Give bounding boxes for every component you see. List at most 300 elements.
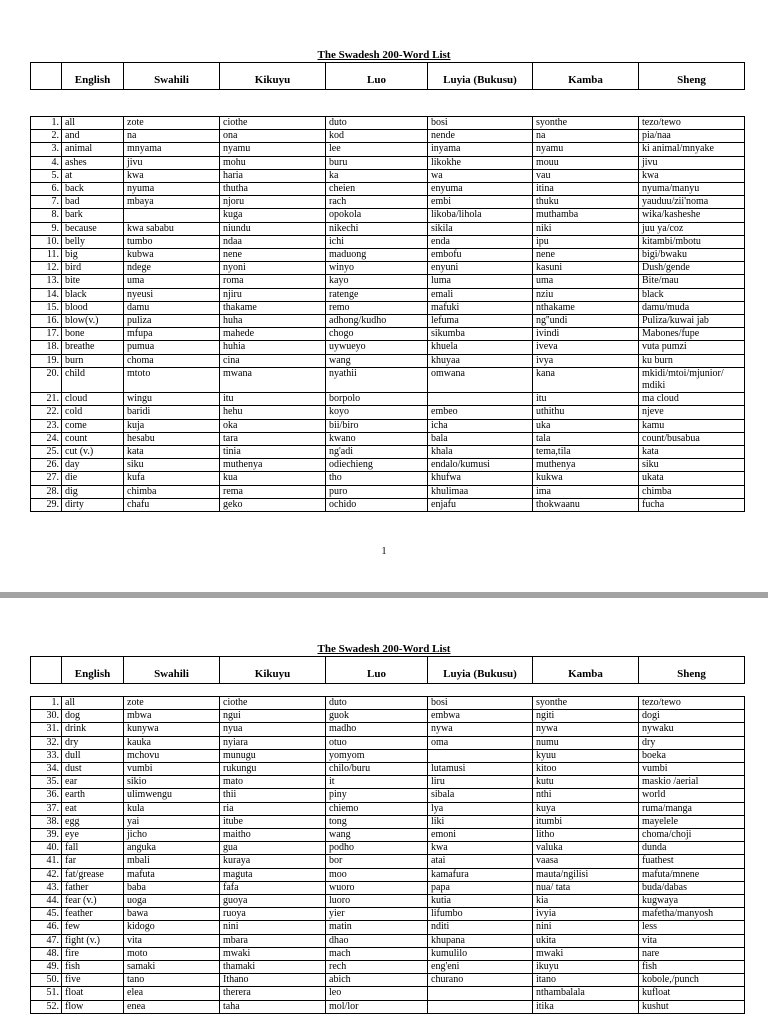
cell-kikuyu: fafa xyxy=(220,881,326,894)
cell-sheng: fuathest xyxy=(639,855,745,868)
cell-kamba: ngiti xyxy=(533,710,639,723)
table-row xyxy=(31,341,745,354)
cell-english: eye xyxy=(62,829,124,842)
cell-sheng: siku xyxy=(639,459,745,472)
cell-english: black xyxy=(62,288,124,301)
cell-swahili: kufa xyxy=(124,472,220,485)
table-row xyxy=(31,472,745,485)
cell-luo: buru xyxy=(326,156,428,169)
cell-luo: kwano xyxy=(326,432,428,445)
cell-luo: kod xyxy=(326,130,428,143)
cell-english: breathe xyxy=(62,341,124,354)
cell-sheng: ku burn xyxy=(639,354,745,367)
cell-luyia xyxy=(428,1000,533,1013)
cell-number: 39. xyxy=(31,829,62,842)
cell-luyia: churano xyxy=(428,974,533,987)
cell-luyia: eng'eni xyxy=(428,961,533,974)
cell-kamba: uka xyxy=(533,419,639,432)
table-row xyxy=(31,485,745,498)
cell-luo: duto xyxy=(326,117,428,130)
cell-kikuyu: nyamu xyxy=(220,143,326,156)
cell-kikuyu: munugu xyxy=(220,749,326,762)
cell-luo: remo xyxy=(326,301,428,314)
cell-kikuyu: mato xyxy=(220,776,326,789)
cell-english: few xyxy=(62,921,124,934)
cell-luo: adhong/kudho xyxy=(326,315,428,328)
cell-swahili: baba xyxy=(124,881,220,894)
table-row xyxy=(31,974,745,987)
cell-swahili: mbwa xyxy=(124,710,220,723)
cell-kamba: niki xyxy=(533,222,639,235)
cell-sheng: kobole,/punch xyxy=(639,974,745,987)
cell-sheng: jivu xyxy=(639,156,745,169)
cell-luo: piny xyxy=(326,789,428,802)
cell-english: all xyxy=(62,697,124,710)
cell-luo: lee xyxy=(326,143,428,156)
cell-english: eat xyxy=(62,802,124,815)
cell-luyia: omwana xyxy=(428,367,533,392)
cell-kamba: kitoo xyxy=(533,763,639,776)
cell-number: 18. xyxy=(31,341,62,354)
col-header-luyia: Luyia (Bukusu) xyxy=(428,657,533,684)
cell-english: dig xyxy=(62,485,124,498)
cell-sheng: Mabones/fupe xyxy=(639,328,745,341)
cell-kikuyu: rema xyxy=(220,485,326,498)
table-row xyxy=(31,393,745,406)
cell-kikuyu: thakame xyxy=(220,301,326,314)
cell-english: bird xyxy=(62,262,124,275)
cell-swahili xyxy=(124,209,220,222)
cell-luo: chogo xyxy=(326,328,428,341)
cell-english: bite xyxy=(62,275,124,288)
cell-number: 7. xyxy=(31,196,62,209)
table-row xyxy=(31,789,745,802)
cell-luo: ochido xyxy=(326,498,428,511)
table-row xyxy=(31,262,745,275)
cell-english: come xyxy=(62,419,124,432)
cell-sheng: Bite/mau xyxy=(639,275,745,288)
cell-number: 14. xyxy=(31,288,62,301)
cell-number: 34. xyxy=(31,763,62,776)
cell-english: fat/grease xyxy=(62,868,124,881)
cell-english: back xyxy=(62,183,124,196)
header-row xyxy=(31,657,745,684)
cell-number: 13. xyxy=(31,275,62,288)
cell-number: 31. xyxy=(31,723,62,736)
cell-swahili: kauka xyxy=(124,736,220,749)
cell-luo: chilo/buru xyxy=(326,763,428,776)
cell-kamba: valuka xyxy=(533,842,639,855)
cell-kamba: muthamba xyxy=(533,209,639,222)
cell-swahili: hesabu xyxy=(124,432,220,445)
cell-kikuyu: njoru xyxy=(220,196,326,209)
cell-kamba: nthakame xyxy=(533,301,639,314)
table-row xyxy=(31,249,745,262)
cell-english: cold xyxy=(62,406,124,419)
cell-luyia: liki xyxy=(428,815,533,828)
cell-kamba: vau xyxy=(533,169,639,182)
table-row xyxy=(31,169,745,182)
cell-number: 1. xyxy=(31,117,62,130)
table-row xyxy=(31,301,745,314)
cell-swahili: yai xyxy=(124,815,220,828)
cell-luyia xyxy=(428,987,533,1000)
cell-english: animal xyxy=(62,143,124,156)
cell-number: 29. xyxy=(31,498,62,511)
table-row xyxy=(31,288,745,301)
cell-kikuyu: thii xyxy=(220,789,326,802)
cell-kikuyu: tinia xyxy=(220,446,326,459)
cell-kikuyu: ndaa xyxy=(220,235,326,248)
cell-luo: winyo xyxy=(326,262,428,275)
cell-luo: ka xyxy=(326,169,428,182)
cell-english: dry xyxy=(62,736,124,749)
cell-kamba: ivyia xyxy=(533,908,639,921)
cell-luyia: emali xyxy=(428,288,533,301)
cell-number: 45. xyxy=(31,908,62,921)
cell-swahili: sikio xyxy=(124,776,220,789)
cell-kamba: tema,tila xyxy=(533,446,639,459)
cell-number: 38. xyxy=(31,815,62,828)
col-header-luo: Luo xyxy=(326,63,428,90)
cell-swahili: kata xyxy=(124,446,220,459)
cell-luo: podho xyxy=(326,842,428,855)
cell-swahili: zote xyxy=(124,117,220,130)
cell-number: 10. xyxy=(31,235,62,248)
cell-kamba: ivya xyxy=(533,354,639,367)
table-row xyxy=(31,723,745,736)
cell-kikuyu: itu xyxy=(220,393,326,406)
cell-swahili: mfupa xyxy=(124,328,220,341)
cell-luo: guok xyxy=(326,710,428,723)
cell-number: 6. xyxy=(31,183,62,196)
cell-luo: nyathii xyxy=(326,367,428,392)
cell-english: big xyxy=(62,249,124,262)
cell-sheng: pia/naa xyxy=(639,130,745,143)
cell-kikuyu: ona xyxy=(220,130,326,143)
cell-kamba: ima xyxy=(533,485,639,498)
cell-english: dog xyxy=(62,710,124,723)
cell-english: belly xyxy=(62,235,124,248)
cell-luo: kayo xyxy=(326,275,428,288)
table-row xyxy=(31,868,745,881)
cell-number: 30. xyxy=(31,710,62,723)
table-row xyxy=(31,130,745,143)
cell-english: egg xyxy=(62,815,124,828)
cell-swahili: kubwa xyxy=(124,249,220,262)
cell-swahili: kwa xyxy=(124,169,220,182)
cell-english: fight (v.) xyxy=(62,934,124,947)
cell-luo: bii/biro xyxy=(326,419,428,432)
cell-swahili: ndege xyxy=(124,262,220,275)
header-row xyxy=(31,63,745,90)
cell-kikuyu: ciothe xyxy=(220,697,326,710)
cell-swahili: baridi xyxy=(124,406,220,419)
cell-kamba: ukita xyxy=(533,934,639,947)
cell-sheng: fish xyxy=(639,961,745,974)
cell-kamba: mauta/ngilisi xyxy=(533,868,639,881)
word-table xyxy=(30,696,745,1014)
cell-sheng: count/busabua xyxy=(639,432,745,445)
cell-english: dirty xyxy=(62,498,124,511)
cell-luyia: khupana xyxy=(428,934,533,947)
cell-kikuyu: mohu xyxy=(220,156,326,169)
cell-number: 49. xyxy=(31,961,62,974)
cell-number: 28. xyxy=(31,485,62,498)
cell-luyia: bosi xyxy=(428,117,533,130)
cell-luyia: luma xyxy=(428,275,533,288)
cell-number: 22. xyxy=(31,406,62,419)
cell-swahili: nyuma xyxy=(124,183,220,196)
cell-luyia: lefuma xyxy=(428,315,533,328)
cell-number: 23. xyxy=(31,419,62,432)
cell-sheng: damu/muda xyxy=(639,301,745,314)
cell-luyia: kamafura xyxy=(428,868,533,881)
cell-swahili: puliza xyxy=(124,315,220,328)
cell-number: 37. xyxy=(31,802,62,815)
cell-english: feather xyxy=(62,908,124,921)
cell-swahili: wingu xyxy=(124,393,220,406)
col-header-swahili: Swahili xyxy=(124,63,220,90)
cell-luo: abich xyxy=(326,974,428,987)
table-row xyxy=(31,921,745,934)
cell-swahili: jicho xyxy=(124,829,220,842)
table-row xyxy=(31,1000,745,1013)
cell-luyia: kutia xyxy=(428,895,533,908)
table-row xyxy=(31,961,745,974)
cell-kamba: ivindi xyxy=(533,328,639,341)
cell-luyia: kumulilo xyxy=(428,947,533,960)
cell-kikuyu: muthenya xyxy=(220,459,326,472)
cell-swahili: mbaya xyxy=(124,196,220,209)
cell-luo: ratenge xyxy=(326,288,428,301)
cell-number: 24. xyxy=(31,432,62,445)
table-row xyxy=(31,196,745,209)
col-header-english: English xyxy=(62,63,124,90)
table-row xyxy=(31,432,745,445)
table-row xyxy=(31,222,745,235)
cell-number: 1. xyxy=(31,697,62,710)
cell-luyia: sikumba xyxy=(428,328,533,341)
cell-luyia: embwa xyxy=(428,710,533,723)
cell-luo: odiechieng xyxy=(326,459,428,472)
cell-luyia: endalo/kumusi xyxy=(428,459,533,472)
cell-kikuyu: ngui xyxy=(220,710,326,723)
cell-english: dust xyxy=(62,763,124,776)
cell-kikuyu: hehu xyxy=(220,406,326,419)
cell-number: 51. xyxy=(31,987,62,1000)
cell-luo: ichi xyxy=(326,235,428,248)
cell-kikuyu: ciothe xyxy=(220,117,326,130)
cell-kamba: thokwaanu xyxy=(533,498,639,511)
table-row xyxy=(31,446,745,459)
cell-number: 16. xyxy=(31,315,62,328)
cell-english: burn xyxy=(62,354,124,367)
cell-number: 11. xyxy=(31,249,62,262)
table-row xyxy=(31,987,745,1000)
cell-luo: tho xyxy=(326,472,428,485)
cell-luo: mol/lor xyxy=(326,1000,428,1013)
cell-sheng: fucha xyxy=(639,498,745,511)
cell-kamba: uma xyxy=(533,275,639,288)
page-title: The Swadesh 200-Word List xyxy=(317,49,451,61)
cell-kikuyu: mahede xyxy=(220,328,326,341)
cell-sheng: mayelele xyxy=(639,815,745,828)
cell-swahili: kwa sababu xyxy=(124,222,220,235)
cell-luyia: enyuni xyxy=(428,262,533,275)
cell-english: cloud xyxy=(62,393,124,406)
table-row xyxy=(31,235,745,248)
cell-number: 40. xyxy=(31,842,62,855)
table-row xyxy=(31,934,745,947)
cell-luyia: khala xyxy=(428,446,533,459)
cell-kamba: itumbi xyxy=(533,815,639,828)
cell-sheng: njeve xyxy=(639,406,745,419)
cell-kikuyu: itube xyxy=(220,815,326,828)
cell-kamba: nene xyxy=(533,249,639,262)
table-row xyxy=(31,459,745,472)
cell-luo: borpolo xyxy=(326,393,428,406)
cell-number: 9. xyxy=(31,222,62,235)
table-row xyxy=(31,855,745,868)
cell-luyia: lutamusi xyxy=(428,763,533,776)
cell-number: 12. xyxy=(31,262,62,275)
cell-luo: duto xyxy=(326,697,428,710)
cell-kikuyu: thamaki xyxy=(220,961,326,974)
cell-swahili: chimba xyxy=(124,485,220,498)
cell-kamba: kuya xyxy=(533,802,639,815)
cell-sheng: mafuta/mnene xyxy=(639,868,745,881)
cell-luyia: bosi xyxy=(428,697,533,710)
cell-luo: opokola xyxy=(326,209,428,222)
page-number: 1 xyxy=(381,546,387,557)
cell-luyia: enda xyxy=(428,235,533,248)
cell-kamba: syonthe xyxy=(533,117,639,130)
cell-english: fire xyxy=(62,947,124,960)
cell-kikuyu: roma xyxy=(220,275,326,288)
cell-english: at xyxy=(62,169,124,182)
cell-swahili: tumbo xyxy=(124,235,220,248)
table-row xyxy=(31,156,745,169)
cell-luyia: khuyaa xyxy=(428,354,533,367)
cell-english: five xyxy=(62,974,124,987)
cell-swahili: jivu xyxy=(124,156,220,169)
cell-kamba: ipu xyxy=(533,235,639,248)
cell-kikuyu: huha xyxy=(220,315,326,328)
cell-english: dull xyxy=(62,749,124,762)
cell-kamba: vaasa xyxy=(533,855,639,868)
cell-sheng: wika/kasheshe xyxy=(639,209,745,222)
cell-number: 2. xyxy=(31,130,62,143)
cell-sheng: yauduu/zii'noma xyxy=(639,196,745,209)
cell-swahili: tano xyxy=(124,974,220,987)
cell-luyia: khuela xyxy=(428,341,533,354)
table-row xyxy=(31,842,745,855)
cell-luyia: embofu xyxy=(428,249,533,262)
cell-kamba: kia xyxy=(533,895,639,908)
cell-english: drink xyxy=(62,723,124,736)
cell-sheng: ma cloud xyxy=(639,393,745,406)
cell-sheng: ki animal/mnyake xyxy=(639,143,745,156)
cell-kikuyu: rukungu xyxy=(220,763,326,776)
cell-sheng: juu ya/coz xyxy=(639,222,745,235)
cell-kikuyu: kuraya xyxy=(220,855,326,868)
cell-number: 19. xyxy=(31,354,62,367)
cell-sheng: chimba xyxy=(639,485,745,498)
table-row xyxy=(31,697,745,710)
cell-luo: mach xyxy=(326,947,428,960)
cell-kamba: nyamu xyxy=(533,143,639,156)
cell-number: 26. xyxy=(31,459,62,472)
table-row xyxy=(31,908,745,921)
header-table xyxy=(30,62,745,90)
cell-sheng: vumbi xyxy=(639,763,745,776)
cell-luo: tong xyxy=(326,815,428,828)
cell-number: 33. xyxy=(31,749,62,762)
cell-kamba: ng''undi xyxy=(533,315,639,328)
cell-luo: madho xyxy=(326,723,428,736)
cell-swahili: uma xyxy=(124,275,220,288)
cell-luyia: emoni xyxy=(428,829,533,842)
cell-number: 21. xyxy=(31,393,62,406)
cell-kikuyu: njiru xyxy=(220,288,326,301)
cell-luyia: enjafu xyxy=(428,498,533,511)
cell-kikuyu: ria xyxy=(220,802,326,815)
cell-kikuyu: Ithano xyxy=(220,974,326,987)
cell-english: child xyxy=(62,367,124,392)
col-header-luyia: Luyia (Bukusu) xyxy=(428,63,533,90)
cell-english: fall xyxy=(62,842,124,855)
cell-english: bark xyxy=(62,209,124,222)
cell-sheng: kata xyxy=(639,446,745,459)
cell-luyia: inyama xyxy=(428,143,533,156)
cell-luo: rech xyxy=(326,961,428,974)
cell-luyia: bala xyxy=(428,432,533,445)
table-row xyxy=(31,367,745,392)
cell-swahili: chafu xyxy=(124,498,220,511)
cell-number: 46. xyxy=(31,921,62,934)
cell-swahili: zote xyxy=(124,697,220,710)
cell-luo: wang xyxy=(326,354,428,367)
cell-luo: moo xyxy=(326,868,428,881)
cell-number: 5. xyxy=(31,169,62,182)
cell-swahili: mnyama xyxy=(124,143,220,156)
cell-number: 8. xyxy=(31,209,62,222)
cell-kamba: nziu xyxy=(533,288,639,301)
cell-swahili: nyeusi xyxy=(124,288,220,301)
cell-sheng: dunda xyxy=(639,842,745,855)
cell-luyia xyxy=(428,749,533,762)
table-row xyxy=(31,419,745,432)
cell-luo: chiemo xyxy=(326,802,428,815)
cell-kikuyu: nyiara xyxy=(220,736,326,749)
cell-luo: uywueyo xyxy=(326,341,428,354)
cell-swahili: vita xyxy=(124,934,220,947)
cell-english: float xyxy=(62,987,124,1000)
cell-kamba: nthambalala xyxy=(533,987,639,1000)
cell-luo: wuoro xyxy=(326,881,428,894)
cell-number: 17. xyxy=(31,328,62,341)
table-row xyxy=(31,117,745,130)
cell-kikuyu: thutha xyxy=(220,183,326,196)
cell-swahili: kula xyxy=(124,802,220,815)
cell-luo: nikechi xyxy=(326,222,428,235)
cell-swahili: pumua xyxy=(124,341,220,354)
cell-kamba: litho xyxy=(533,829,639,842)
table-row xyxy=(31,749,745,762)
cell-swahili: mbali xyxy=(124,855,220,868)
cell-kikuyu: kua xyxy=(220,472,326,485)
